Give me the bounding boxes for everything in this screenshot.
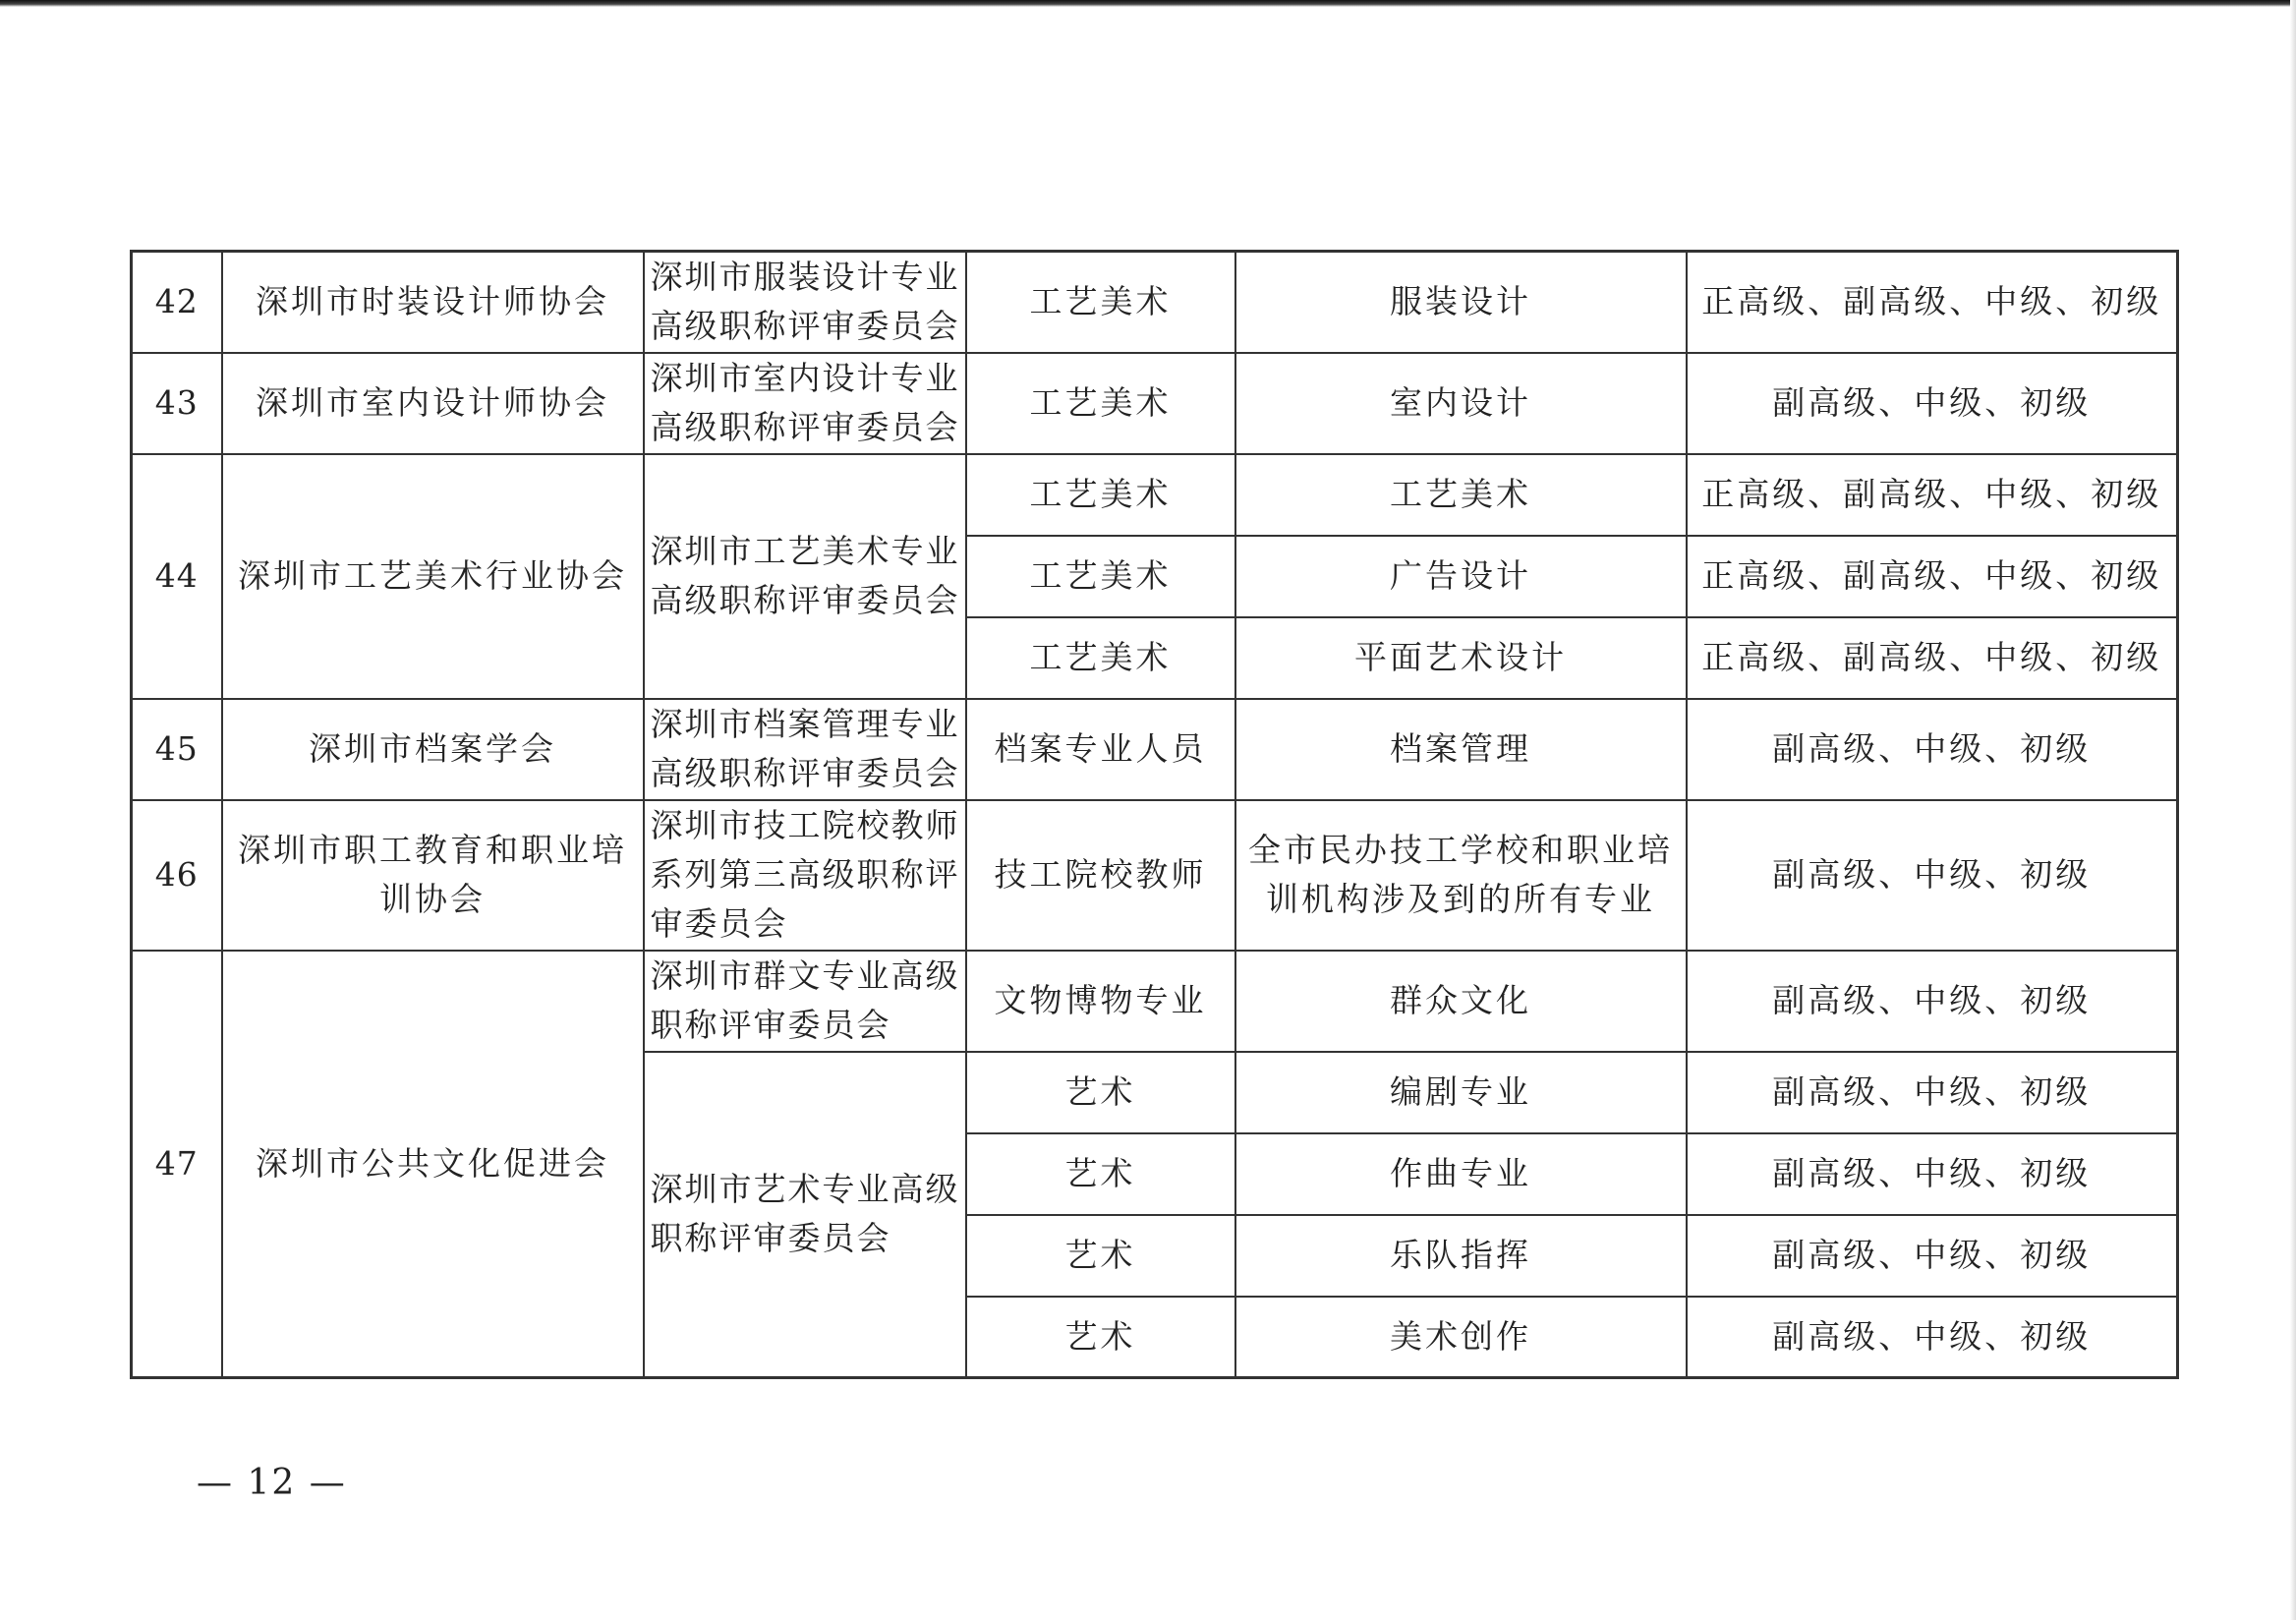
series-name: 艺术 bbox=[966, 1052, 1235, 1133]
series-name: 工艺美术 bbox=[966, 454, 1235, 536]
row-number: 47 bbox=[132, 951, 222, 1378]
levels: 副高级、中级、初级 bbox=[1687, 699, 2178, 800]
major-name: 服装设计 bbox=[1235, 252, 1687, 353]
row-number: 45 bbox=[132, 699, 222, 800]
major-name: 工艺美术 bbox=[1235, 454, 1687, 536]
series-name: 工艺美术 bbox=[966, 252, 1235, 353]
series-name: 艺术 bbox=[966, 1215, 1235, 1297]
series-name: 工艺美术 bbox=[966, 353, 1235, 454]
levels: 正高级、副高级、中级、初级 bbox=[1687, 536, 2178, 617]
series-name: 艺术 bbox=[966, 1297, 1235, 1378]
levels: 正高级、副高级、中级、初级 bbox=[1687, 617, 2178, 699]
levels: 副高级、中级、初级 bbox=[1687, 1052, 2178, 1133]
table-row bbox=[132, 699, 2178, 800]
row-number: 42 bbox=[132, 252, 222, 353]
scan-edge-top bbox=[0, 0, 2296, 7]
organization-name: 深圳市公共文化促进会 bbox=[222, 951, 644, 1378]
levels: 正高级、副高级、中级、初级 bbox=[1687, 454, 2178, 536]
committee-name: 深圳市艺术专业高级职称评审委员会 bbox=[644, 1052, 966, 1378]
levels: 副高级、中级、初级 bbox=[1687, 1215, 2178, 1297]
scan-edge-right bbox=[2290, 0, 2296, 1620]
series-name: 艺术 bbox=[966, 1133, 1235, 1215]
table-row bbox=[132, 252, 2178, 353]
page-number: — 12 — bbox=[197, 1463, 347, 1503]
committee-name: 深圳市服装设计专业高级职称评审委员会 bbox=[644, 252, 966, 353]
major-name: 乐队指挥 bbox=[1235, 1215, 1687, 1297]
committee-name: 深圳市技工院校教师系列第三高级职称评审委员会 bbox=[644, 800, 966, 951]
row-number: 46 bbox=[132, 800, 222, 951]
committee-name: 深圳市档案管理专业高级职称评审委员会 bbox=[644, 699, 966, 800]
series-name: 工艺美术 bbox=[966, 617, 1235, 699]
levels: 副高级、中级、初级 bbox=[1687, 353, 2178, 454]
levels: 副高级、中级、初级 bbox=[1687, 800, 2178, 951]
series-name: 工艺美术 bbox=[966, 536, 1235, 617]
table-row bbox=[132, 800, 2178, 951]
major-name: 美术创作 bbox=[1235, 1297, 1687, 1378]
table-row bbox=[132, 454, 2178, 536]
major-name: 档案管理 bbox=[1235, 699, 1687, 800]
major-name: 平面艺术设计 bbox=[1235, 617, 1687, 699]
major-name: 编剧专业 bbox=[1235, 1052, 1687, 1133]
organization-name: 深圳市档案学会 bbox=[222, 699, 644, 800]
committee-name: 深圳市群文专业高级职称评审委员会 bbox=[644, 951, 966, 1052]
series-name: 文物博物专业 bbox=[966, 951, 1235, 1052]
levels: 副高级、中级、初级 bbox=[1687, 1133, 2178, 1215]
row-number: 43 bbox=[132, 353, 222, 454]
committee-name: 深圳市室内设计专业高级职称评审委员会 bbox=[644, 353, 966, 454]
major-name: 全市民办技工学校和职业培训机构涉及到的所有专业 bbox=[1235, 800, 1687, 951]
levels: 正高级、副高级、中级、初级 bbox=[1687, 252, 2178, 353]
major-name: 室内设计 bbox=[1235, 353, 1687, 454]
levels: 副高级、中级、初级 bbox=[1687, 1297, 2178, 1378]
organization-name: 深圳市职工教育和职业培训协会 bbox=[222, 800, 644, 951]
committee-name: 深圳市工艺美术专业高级职称评审委员会 bbox=[644, 454, 966, 699]
series-name: 档案专业人员 bbox=[966, 699, 1235, 800]
major-name: 群众文化 bbox=[1235, 951, 1687, 1052]
levels: 副高级、中级、初级 bbox=[1687, 951, 2178, 1052]
table-row bbox=[132, 353, 2178, 454]
major-name: 作曲专业 bbox=[1235, 1133, 1687, 1215]
organization-table bbox=[130, 250, 2179, 1379]
table-row bbox=[132, 951, 2178, 1052]
series-name: 技工院校教师 bbox=[966, 800, 1235, 951]
organization-name: 深圳市时装设计师协会 bbox=[222, 252, 644, 353]
organization-name: 深圳市室内设计师协会 bbox=[222, 353, 644, 454]
organization-name: 深圳市工艺美术行业协会 bbox=[222, 454, 644, 699]
row-number: 44 bbox=[132, 454, 222, 699]
major-name: 广告设计 bbox=[1235, 536, 1687, 617]
